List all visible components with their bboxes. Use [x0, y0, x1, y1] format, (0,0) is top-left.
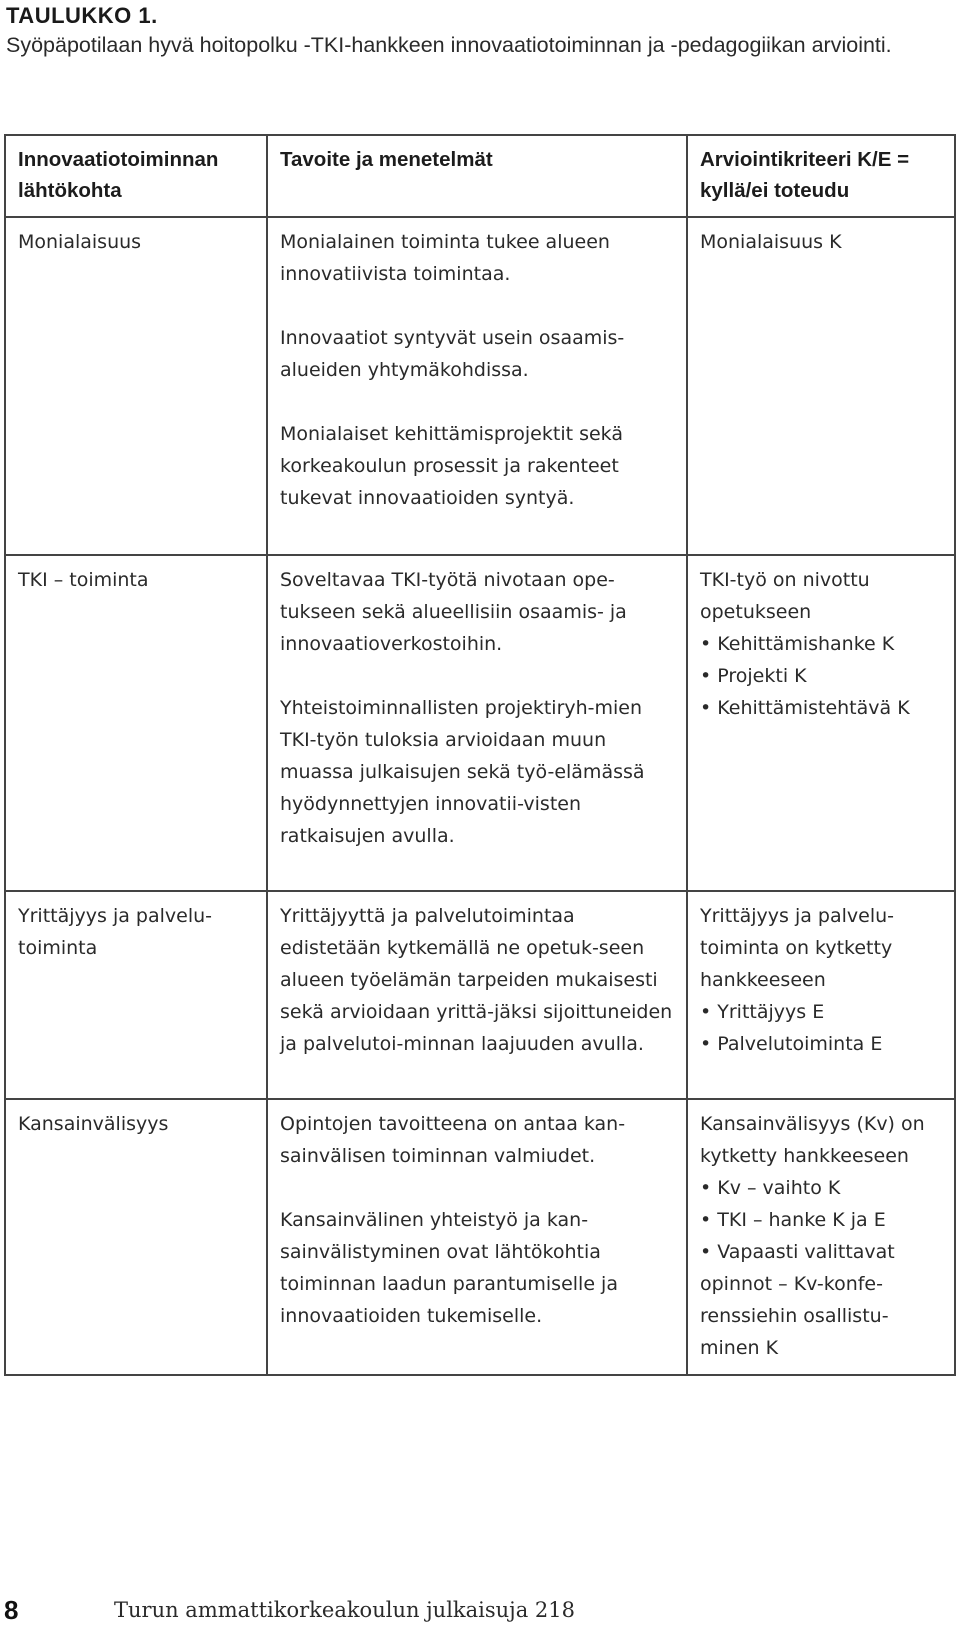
- criteria-text: TKI-työ on nivottu opetukseen: [700, 569, 870, 623]
- row-goals-cell: [268, 218, 688, 554]
- row-goals-cell: [268, 892, 688, 1098]
- header-goals-methods: Tavoite ja menetelmät: [268, 136, 688, 216]
- table-row: [6, 1100, 954, 1374]
- header-criteria: Arviointikriteeri K/E = kyllä/ei toteudu: [700, 148, 910, 202]
- goal-paragraph: Yhteistoiminnallisten projektiryh-mien TKI-työn tuloksia arvioidaan muun muassa julkaisujen sekä työ-elämässä hyödynnettyjen innovatii-visten ratkaisujen avulla.: [280, 697, 645, 847]
- page-number: 8: [4, 1594, 19, 1625]
- criteria-bullet: • Palvelutoiminta E: [700, 1028, 940, 1060]
- table-row: [6, 892, 954, 1100]
- table-caption: [6, 2, 951, 60]
- criteria-text: Kansainvälisyys (Kv) on kytketty hankkeeseen: [700, 1113, 925, 1167]
- criteria-bullet-list: [700, 628, 940, 724]
- goal-paragraph: Monialainen toiminta tukee alueen innovatiivista toimintaa.: [280, 231, 610, 285]
- row-goals-cell: [268, 556, 688, 890]
- row-criteria-cell: [688, 218, 950, 554]
- goal-paragraph: Soveltavaa TKI-työtä nivotaan ope-tukseen sekä alueellisiin osaamis- ja innovaatioverkostoihin.: [280, 569, 627, 655]
- criteria-bullet: • Kehittämishanke K: [700, 628, 940, 660]
- row-start-cell: Monialaisuus: [6, 218, 268, 554]
- goal-paragraph: Innovaatiot syntyvät usein osaamis-alueiden yhtymäkohdissa.: [280, 327, 625, 381]
- row-criteria-cell: [688, 1100, 950, 1374]
- goal-paragraph: Opintojen tavoitteena on antaa kan-sainvälisen toiminnan valmiudet.: [280, 1113, 626, 1167]
- criteria-bullet: • Yrittäjyys E: [700, 996, 940, 1028]
- header-starting-point: Innovaatiotoiminnan lähtökohta: [6, 136, 268, 216]
- table-row: [6, 556, 954, 892]
- criteria-text: Monialaisuus K: [700, 231, 842, 253]
- row-criteria-cell: [688, 556, 950, 890]
- table-caption-text: Syöpäpotilaan hyvä hoitopolku -TKI-hankkeen innovaatiotoiminnan ja -pedagogiikan arviointi.: [6, 33, 892, 57]
- criteria-bullet: • TKI – hanke K ja E: [700, 1204, 940, 1236]
- page-footer: [4, 1588, 952, 1632]
- goal-paragraph: Yrittäjyyttä ja palvelutoimintaa edistetään kytkemällä ne opetuk-seen alueen työelämän tarpeiden mukaisesti sekä arvioidaan yrittä-jäksi sijoittuneiden ja palvelutoi-minnan laajuuden avulla.: [280, 905, 673, 1055]
- goal-paragraph: Kansainvälinen yhteistyö ja kan-sainvälistyminen ovat lähtökohtia toiminnan laadun parantumiselle ja innovaatioiden tukemiselle.: [280, 1209, 618, 1327]
- criteria-bullet: • Vapaasti valittavat opinnot – Kv-konfe-renssiehin osallistu-minen K: [700, 1236, 940, 1364]
- criteria-bullet: • Projekti K: [700, 660, 940, 692]
- criteria-bullet-list: [700, 996, 940, 1060]
- goal-paragraph: Monialaiset kehittämisprojektit sekä korkeakoulun prosessit ja rakenteet tukevat innovaatioiden syntyä.: [280, 423, 623, 509]
- table-caption-label: TAULUKKO 1.: [6, 3, 158, 28]
- table-row: [6, 218, 954, 556]
- row-start-cell: Yrittäjyys ja palvelu-toiminta: [6, 892, 268, 1098]
- row-start-cell: Kansainvälisyys: [6, 1100, 268, 1374]
- criteria-bullet: • Kehittämistehtävä K: [700, 692, 940, 724]
- evaluation-table: [4, 134, 956, 1376]
- criteria-text: Yrittäjyys ja palvelu-toiminta on kytketty hankkeeseen: [700, 905, 894, 991]
- criteria-bullet-list: [700, 1172, 940, 1364]
- criteria-bullet: • Kv – vaihto K: [700, 1172, 940, 1204]
- row-start-cell: TKI – toiminta: [6, 556, 268, 890]
- row-criteria-cell: [688, 892, 950, 1098]
- table-header-row: [6, 136, 954, 218]
- row-goals-cell: [268, 1100, 688, 1374]
- publication-title: Turun ammattikorkeakoulun julkaisuja 218: [114, 1598, 575, 1622]
